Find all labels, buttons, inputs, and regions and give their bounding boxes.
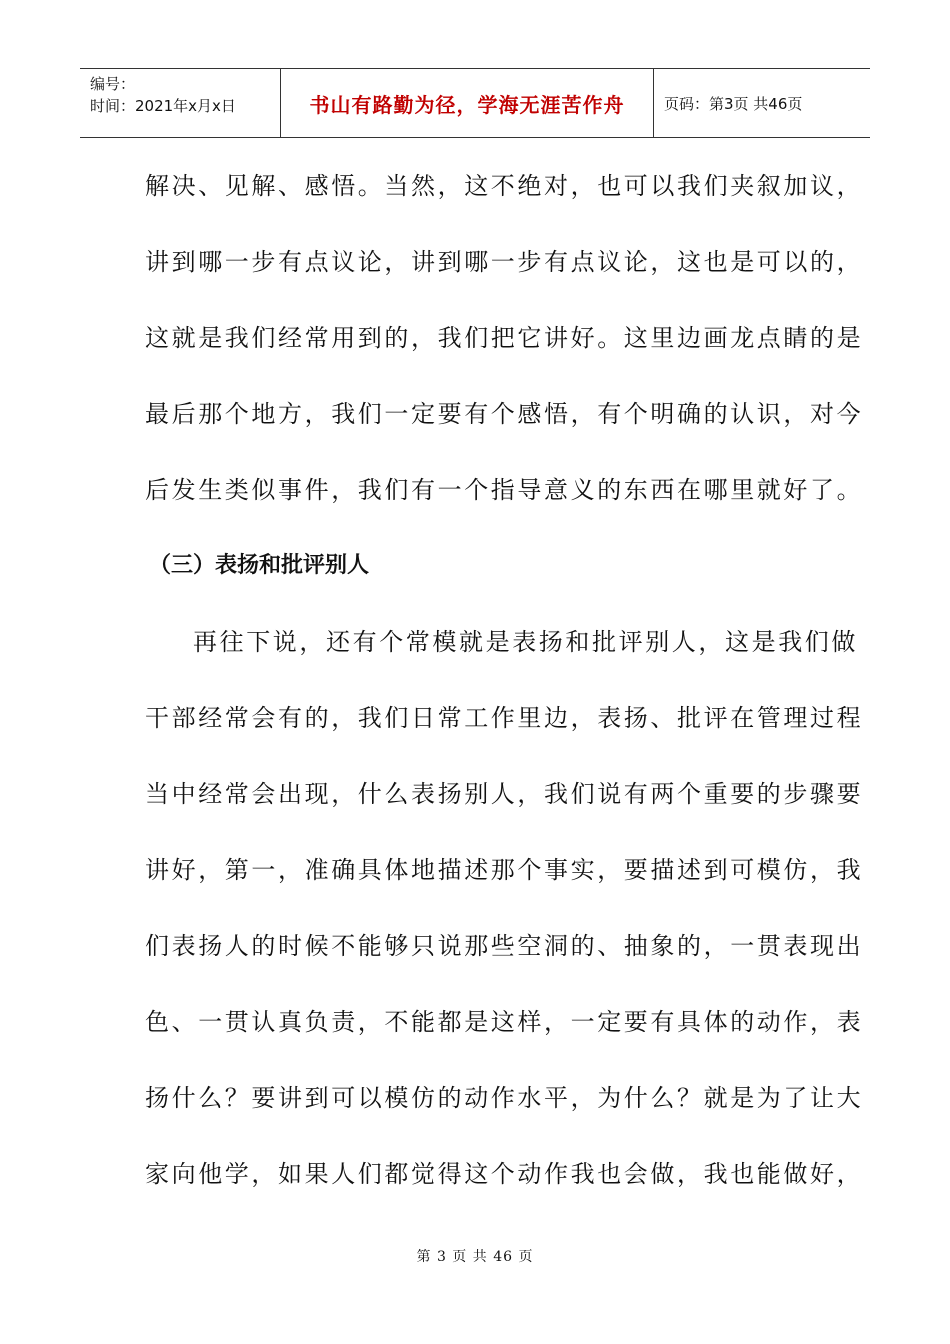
page-header	[80, 68, 870, 138]
text-line: 这就是我们经常用到的，我们把它讲好。这里边画龙点睛的是	[145, 324, 864, 352]
document-body	[145, 148, 864, 1212]
text-line: 解决、见解、感悟。当然，这不绝对，也可以我们夹叙加议，	[145, 172, 864, 200]
text-line: 当中经常会出现，什么表扬别人，我们说有两个重要的步骤要	[145, 780, 864, 808]
text-line: 干部经常会有的，我们日常工作里边，表扬、批评在管理过程	[145, 704, 864, 732]
text-line: 家向他学，如果人们都觉得这个动作我也会做，我也能做好，	[145, 1160, 864, 1188]
header-meta	[80, 69, 280, 137]
motto-text: 书山有路勤为径，学海无涯苦作舟	[309, 92, 625, 117]
text-line: 色、一贯认真负责，不能都是这样，一定要有具体的动作，表	[145, 1008, 864, 1036]
text-line: 讲好，第一，准确具体地描述那个事实，要描述到可模仿，我	[145, 856, 864, 884]
text-line: 们表扬人的时候不能够只说那些空洞的、抽象的，一贯表现出	[145, 932, 864, 960]
text-line: 讲到哪一步有点议论，讲到哪一步有点议论，这也是可以的，	[145, 248, 864, 276]
serial-number-label: 编号：	[90, 75, 136, 93]
date-label: 时间：2021年x月x日	[90, 97, 236, 115]
text-line: 后发生类似事件，我们有一个指导意义的东西在哪里就好了。	[145, 476, 864, 504]
text-line: 最后那个地方，我们一定要有个感悟，有个明确的认识，对今	[145, 400, 864, 428]
paragraph-first-line: 再往下说，还有个常模就是表扬和批评别人，这是我们做	[193, 628, 858, 656]
text-line: 扬什么？要讲到可以模仿的动作水平，为什么？就是为了让大	[145, 1084, 864, 1112]
page-footer: 第 3 页 共 46 页	[416, 1249, 534, 1265]
header-motto-cell	[280, 69, 654, 137]
header-page-info-cell	[654, 69, 870, 137]
page-info: 页码：第3页 共46页	[664, 94, 803, 113]
section-heading: （三）表扬和批评别人	[149, 553, 370, 578]
